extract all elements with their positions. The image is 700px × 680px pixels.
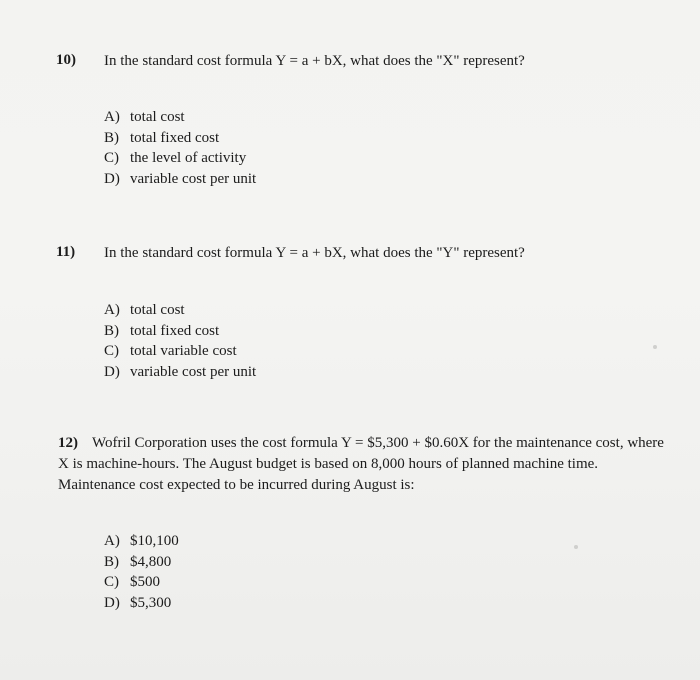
option-text: $5,300	[130, 594, 172, 611]
option-letter: C)	[104, 574, 119, 591]
question-10-option-d	[104, 169, 256, 190]
question-11-option-b	[104, 321, 256, 342]
question-11-option-d	[104, 362, 256, 383]
option-text: variable cost per unit	[130, 363, 257, 380]
question-12-block	[58, 433, 678, 496]
question-12-options	[104, 531, 179, 613]
question-11-options	[104, 300, 256, 382]
question-10-options	[104, 107, 256, 189]
question-10-option-c	[104, 148, 256, 169]
question-12-number: 12)	[58, 435, 78, 451]
question-11-option-c	[104, 341, 256, 362]
question-10-text: In the standard cost formula Y = a + bX, what does the "X" represent?	[104, 53, 525, 69]
option-letter: C)	[104, 343, 119, 360]
option-letter: B)	[104, 553, 119, 570]
option-letter: C)	[104, 150, 119, 167]
question-12-option-d	[104, 593, 179, 614]
option-letter: D)	[104, 594, 120, 611]
question-11-number: 11)	[56, 244, 76, 260]
question-11-text: In the standard cost formula Y = a + bX, what does the "Y" represent?	[104, 245, 525, 261]
option-text: the level of activity	[130, 150, 247, 167]
option-text: $500	[130, 574, 160, 591]
question-12-option-c	[104, 572, 179, 593]
option-text: variable cost per unit	[130, 170, 257, 187]
option-letter: B)	[104, 129, 119, 146]
option-text: total cost	[130, 302, 185, 318]
option-text: total variable cost	[130, 343, 237, 360]
option-text: total cost	[130, 109, 185, 125]
option-text: $4,800	[130, 553, 172, 570]
option-text: total fixed cost	[130, 322, 220, 339]
option-letter: A)	[104, 533, 120, 549]
option-letter: D)	[104, 170, 120, 187]
option-letter: B)	[104, 322, 119, 339]
question-12-option-a	[104, 531, 179, 552]
option-letter: D)	[104, 363, 120, 380]
option-letter: A)	[104, 109, 120, 125]
question-11-option-a	[104, 300, 256, 321]
question-10-option-b	[104, 128, 256, 149]
paper-speck	[653, 345, 657, 349]
option-text: total fixed cost	[130, 129, 220, 146]
option-text: $10,100	[130, 533, 179, 549]
question-10-option-a	[104, 107, 256, 128]
question-12-text: Wofril Corporation uses the cost formula Y = $5,300 + $0.60X for the maintenance cost, where X is machine-hours. The August budget is based on 8,000 hours of planned machine time. Maintenance cost expected to be incurred during August is:	[58, 435, 664, 493]
paper-speck	[574, 545, 578, 549]
question-10-number: 10)	[56, 52, 76, 68]
question-12-option-b	[104, 552, 179, 573]
option-letter: A)	[104, 302, 120, 318]
